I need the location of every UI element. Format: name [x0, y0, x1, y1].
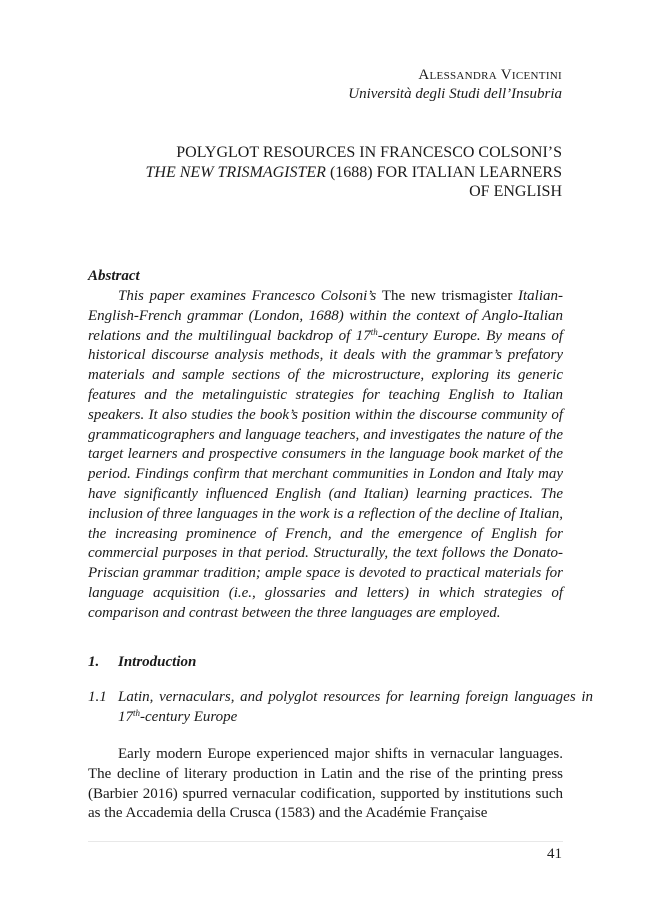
subsection-superscript: th	[133, 707, 141, 718]
paper-title	[122, 143, 562, 202]
section-number: 1.	[88, 654, 100, 670]
subsection-title-1: Latin, vernaculars, and polyglot resources for learning foreign languages in 17	[118, 689, 593, 725]
abstract-body	[88, 287, 563, 624]
title-line-1: POLYGLOT RESOURCES IN FRANCESCO COLSONI’S	[176, 144, 562, 161]
abstract-part-1: Italian-English-French grammar (London, 1688) within the context of Anglo-Italian relations and the multilingual backdrop of 17	[88, 288, 564, 344]
author-name: Alessandra Vicentini	[418, 67, 562, 83]
title-line-2	[122, 163, 562, 183]
intro-paragraph: Early modern Europe experienced major shifts in vernacular languages. The decline of literary production in Latin and the rise of the printing press (Barbier 2016) spurred vernacular codification, supported by institutions such as the Accademia della Crusca (1583) and the Académie Française	[88, 746, 563, 822]
subsection-title-2: -century Europe	[140, 708, 238, 725]
title-line-2-rest: (1688) FOR ITALIAN LEARNERS	[325, 163, 562, 181]
title-book-name: THE NEW TRISMAGISTER	[145, 163, 326, 181]
section-title: Introduction	[118, 654, 197, 670]
subsection-heading	[88, 688, 593, 728]
author-affiliation: Università degli Studi dell’Insubria	[348, 86, 562, 102]
abstract-lead: This paper examines Francesco Colsoni’s	[118, 288, 382, 304]
section-heading	[88, 653, 563, 673]
abstract-part-2: -century Europe. By means of historical discourse analysis methods, it deals with the grammar’s prefatory materials and sample sections of the microstructure, exploring its generic features and the metalinguistic strategies for teaching English to Italian speakers. It also studies the book’s position within the discourse community of grammaticographers and language teachers, and investigates the nature of the target learners and prospective consumers in the language book market of the period. Findings confirm that merchant communities in London and Italy may have significantly influenced English (and Italian) learning practices. The inclusion of three languages in the work is a reflection of the decline of Italian, the increasing prominence of French, and the emergence of English for commercial purposes in that period. Structurally, the text follows the Donato-Priscian grammar tradition; ample space is devoted to practical materials for language acquisition (i.e., glossaries and letters) in which strategies of comparison and contrast between the three languages are employed.	[88, 327, 563, 621]
page-number: 41	[547, 846, 562, 862]
abstract-book-title: The new trismagister	[381, 288, 513, 304]
author-block	[348, 66, 562, 104]
title-line-3: OF ENGLISH	[469, 183, 562, 200]
abstract-superscript: th	[370, 326, 378, 337]
abstract-heading: Abstract	[88, 268, 140, 284]
footer-divider	[88, 841, 563, 842]
subsection-number: 1.1	[88, 689, 107, 705]
